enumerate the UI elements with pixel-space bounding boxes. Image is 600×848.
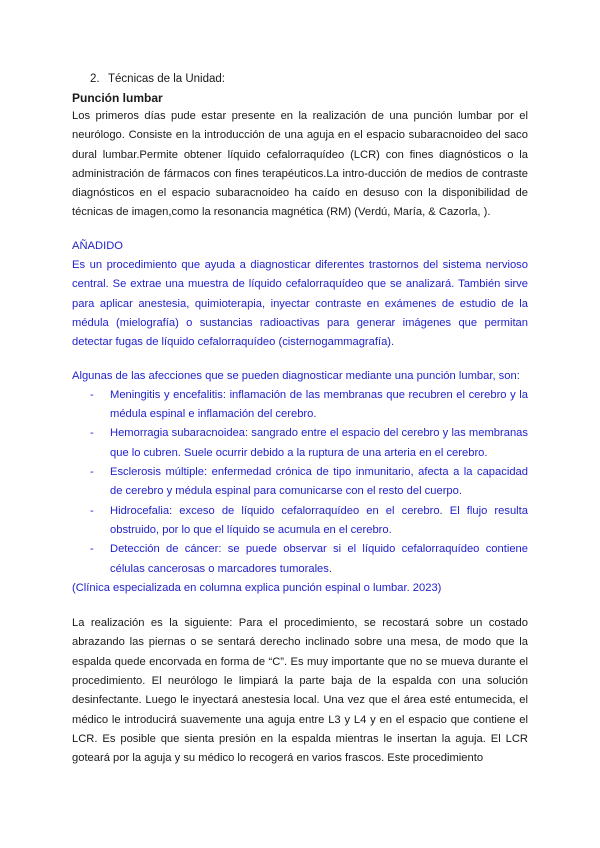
- intro-paragraph: Los primeros días pude estar presente en la realización de una punción lumbar por el neurólogo. Consiste en la introducción de una aguja en el espacio subaracnoideo del saco dural lumbar.Permite obtener líquido cefalorraquídeo (LCR) con fines diagnósticos o la administración de fármacos con fines terapéuticos.La intro-ducción de medios de contraste diagnósticos en el espacio subaracnoideo ha caído en desuso con la disponibilidad de técnicas de imagen,como la resonancia magnética (RM) (Verdú, María, & Cazorla, ).: [72, 110, 528, 219]
- dash-marker: -: [90, 388, 94, 401]
- added-paragraph: Es un procedimiento que ayuda a diagnosticar diferentes trastornos del sistema nervioso central. Se extrae una muestra de líquido cefalorraquídeo que se analizará. También sirve para aplicar anestesia, quimioterapia, inyectar contraste en exámenes de estudio de la médula (mielografía) o sustancias radioactivas para generar imágenes que permitan detectar fugas de líquido cefalorraquídeo (cisternogammagrafía).: [72, 259, 528, 349]
- list-item: - Esclerosis múltiple: enfermedad crónica de tipo inmunitario, afecta a la capacidad de cerebro y médula espinal para comunicarse con el resto del cuerpo.: [72, 463, 528, 502]
- conditions-list: [72, 386, 528, 579]
- section-title: Punción lumbar: [72, 91, 163, 105]
- section-number: 2.: [90, 73, 100, 85]
- document-page: [72, 70, 528, 769]
- list-intro: Algunas de las afecciones que se pueden diagnosticar mediante una punción lumbar, son:: [72, 369, 520, 382]
- citation: (Clínica especializada en columna explica punción espinal o lumbar. 2023): [72, 581, 442, 594]
- dash-marker: -: [90, 466, 94, 479]
- list-item: - Hidrocefalia: exceso de líquido cefalorraquídeo en el cerebro. El flujo resulta obstruido, por lo que el líquido se acumula en el cerebro.: [72, 502, 528, 541]
- list-item: - Hemorragia subaracnoidea: sangrado entre el espacio del cerebro y las membranas que lo cubren. Suele ocurrir debido a la ruptura de una arteria en el cerebro.: [72, 424, 528, 463]
- section-heading: [72, 70, 528, 89]
- section-heading-text: Técnicas de la Unidad:: [108, 73, 225, 85]
- dash-marker: -: [90, 543, 94, 556]
- list-item: - Meningitis y encefalitis: inflamación de las membranas que recubren el cerebro y la médula espinal e inflamación del cerebro.: [72, 386, 528, 425]
- procedure-paragraph: La realización es la siguiente: Para el procedimiento, se recostará sobre un costado abrazando las piernas o se sentará derecho inclinado sobre una mesa, de modo que la espalda quede encorvada en forma de “C”. Es muy importante que no se mueva durante el procedimiento. El neurólogo le limpiará la parte baja de la espalda con una solución desinfectante. Luego le inyectará anestesia local. Una vez que el área esté entumecida, el médico le introducirá suavemente una aguja entre L3 y L4 y en el espacio que contiene el LCR. Es posible que sienta presión en la espalda mientras le insertan la aguja. El LCR goteará por la aguja y su médico lo recogerá en varios frascos. Este procedimiento: [72, 617, 528, 765]
- dash-marker: -: [90, 504, 94, 517]
- list-item: - Detección de cáncer: se puede observar si el líquido cefalorraquídeo contiene células cancerosas o marcadores tumorales.: [72, 540, 528, 579]
- dash-marker: -: [90, 427, 94, 440]
- added-label: AÑADIDO: [72, 239, 123, 252]
